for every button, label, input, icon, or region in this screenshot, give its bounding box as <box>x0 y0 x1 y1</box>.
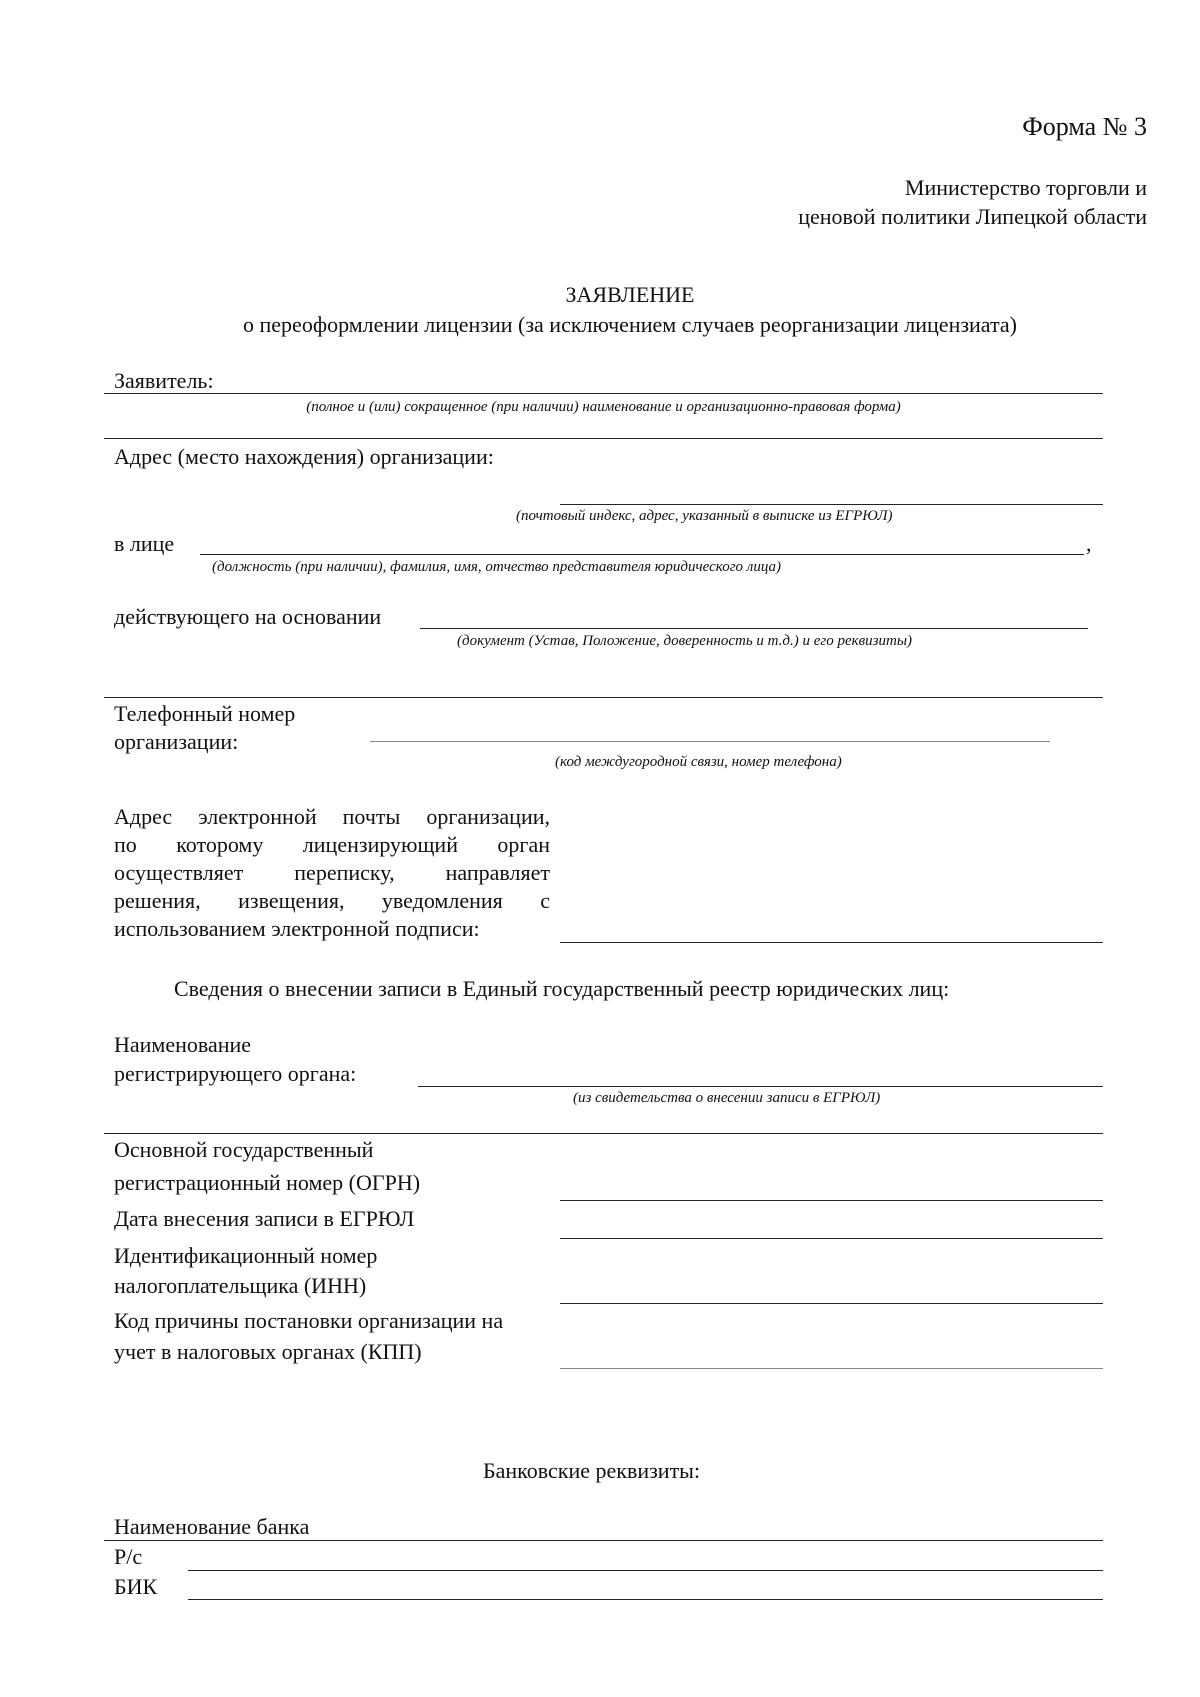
registrar-hint: (из свидетельства о внесении записи в ЕГРЮЛ) <box>573 1090 881 1106</box>
bank-name-field[interactable] <box>104 1540 1103 1541</box>
applicant-label: Заявитель: <box>114 368 214 393</box>
basis-label: действующего на основании <box>114 604 382 629</box>
registrar-field[interactable] <box>418 1086 1103 1087</box>
email-label-line-4: решения, извещения, уведомления с <box>114 888 550 913</box>
date-label: Дата внесения записи в ЕГРЮЛ <box>114 1206 415 1231</box>
phone-field[interactable] <box>370 741 1050 742</box>
form-number: Форма № 3 <box>1022 112 1147 141</box>
recipient-line-1: Министерство торговли и <box>904 175 1147 200</box>
email-label <box>114 803 550 943</box>
phone-hint: (код междугородной связи, номер телефона) <box>555 754 842 770</box>
phone-label-line-2: организации: <box>114 729 239 754</box>
inn-field[interactable] <box>560 1303 1103 1304</box>
registrar-label-line-1: Наименование <box>114 1032 252 1057</box>
email-label-line-5: использованием электронной подписи: <box>114 916 480 941</box>
egrul-heading: Сведения о внесении записи в Единый государственный реестр юридических лиц: <box>174 976 950 1001</box>
email-field[interactable] <box>560 942 1103 943</box>
ogrn-field[interactable] <box>560 1200 1103 1201</box>
representative-hint: (должность (при наличии), фамилия, имя, отчество представителя юридического лица) <box>212 559 782 575</box>
account-label: Р/с <box>114 1544 143 1569</box>
address-label: Адрес (место нахождения) организации: <box>114 444 494 469</box>
inn-label-line-1: Идентификационный номер <box>114 1243 378 1268</box>
registrar-label-line-2: регистрирующего органа: <box>114 1061 357 1086</box>
address-hint: (почтовый индекс, адрес, указанный в выписке из ЕГРЮЛ) <box>516 508 893 524</box>
email-label-line-1: Адрес электронной почты организации, <box>114 804 550 829</box>
basis-hint: (документ (Устав, Положение, доверенность и т.д.) и его реквизиты) <box>457 633 913 649</box>
email-label-line-2: по которому лицензирующий орган <box>114 832 550 857</box>
document-subtitle: о переоформлении лицензии (за исключением случаев реорганизации лицензиата) <box>243 312 1017 337</box>
representative-comma: , <box>1086 531 1092 556</box>
applicant-hint: (полное и (или) сокращенное (при наличии) наименование и организационно-правовая форма) <box>306 399 901 415</box>
recipient-line-2: ценовой политики Липецкой области <box>798 204 1147 229</box>
bank-heading: Банковские реквизиты: <box>483 1458 701 1483</box>
inn-label-line-2: налогоплательщика (ИНН) <box>114 1273 367 1298</box>
kpp-field[interactable] <box>560 1368 1103 1369</box>
applicant-field[interactable] <box>104 393 1103 394</box>
basis-field-continuation[interactable] <box>104 697 1103 698</box>
representative-label: в лице <box>114 531 175 556</box>
bik-label: БИК <box>114 1574 158 1599</box>
basis-field[interactable] <box>420 628 1088 629</box>
kpp-label-line-1: Код причины постановки организации на <box>114 1308 504 1333</box>
document-title: ЗАЯВЛЕНИЕ <box>565 282 695 307</box>
registrar-field-continuation[interactable] <box>104 1133 1103 1134</box>
kpp-label-line-2: учет в налоговых органах (КПП) <box>114 1339 422 1364</box>
account-field[interactable] <box>188 1570 1103 1571</box>
bik-field[interactable] <box>188 1599 1103 1600</box>
email-label-line-3: осуществляет переписку, направляет <box>114 860 550 885</box>
ogrn-label-line-1: Основной государственный <box>114 1137 374 1162</box>
applicant-field-continuation[interactable] <box>104 438 1103 439</box>
address-field[interactable] <box>560 504 1103 505</box>
date-field[interactable] <box>560 1238 1103 1239</box>
bank-name-label: Наименование банка <box>114 1514 310 1539</box>
phone-label-line-1: Телефонный номер <box>114 701 296 726</box>
ogrn-label-line-2: регистрационный номер (ОГРН) <box>114 1170 421 1195</box>
representative-field[interactable] <box>200 554 1084 555</box>
